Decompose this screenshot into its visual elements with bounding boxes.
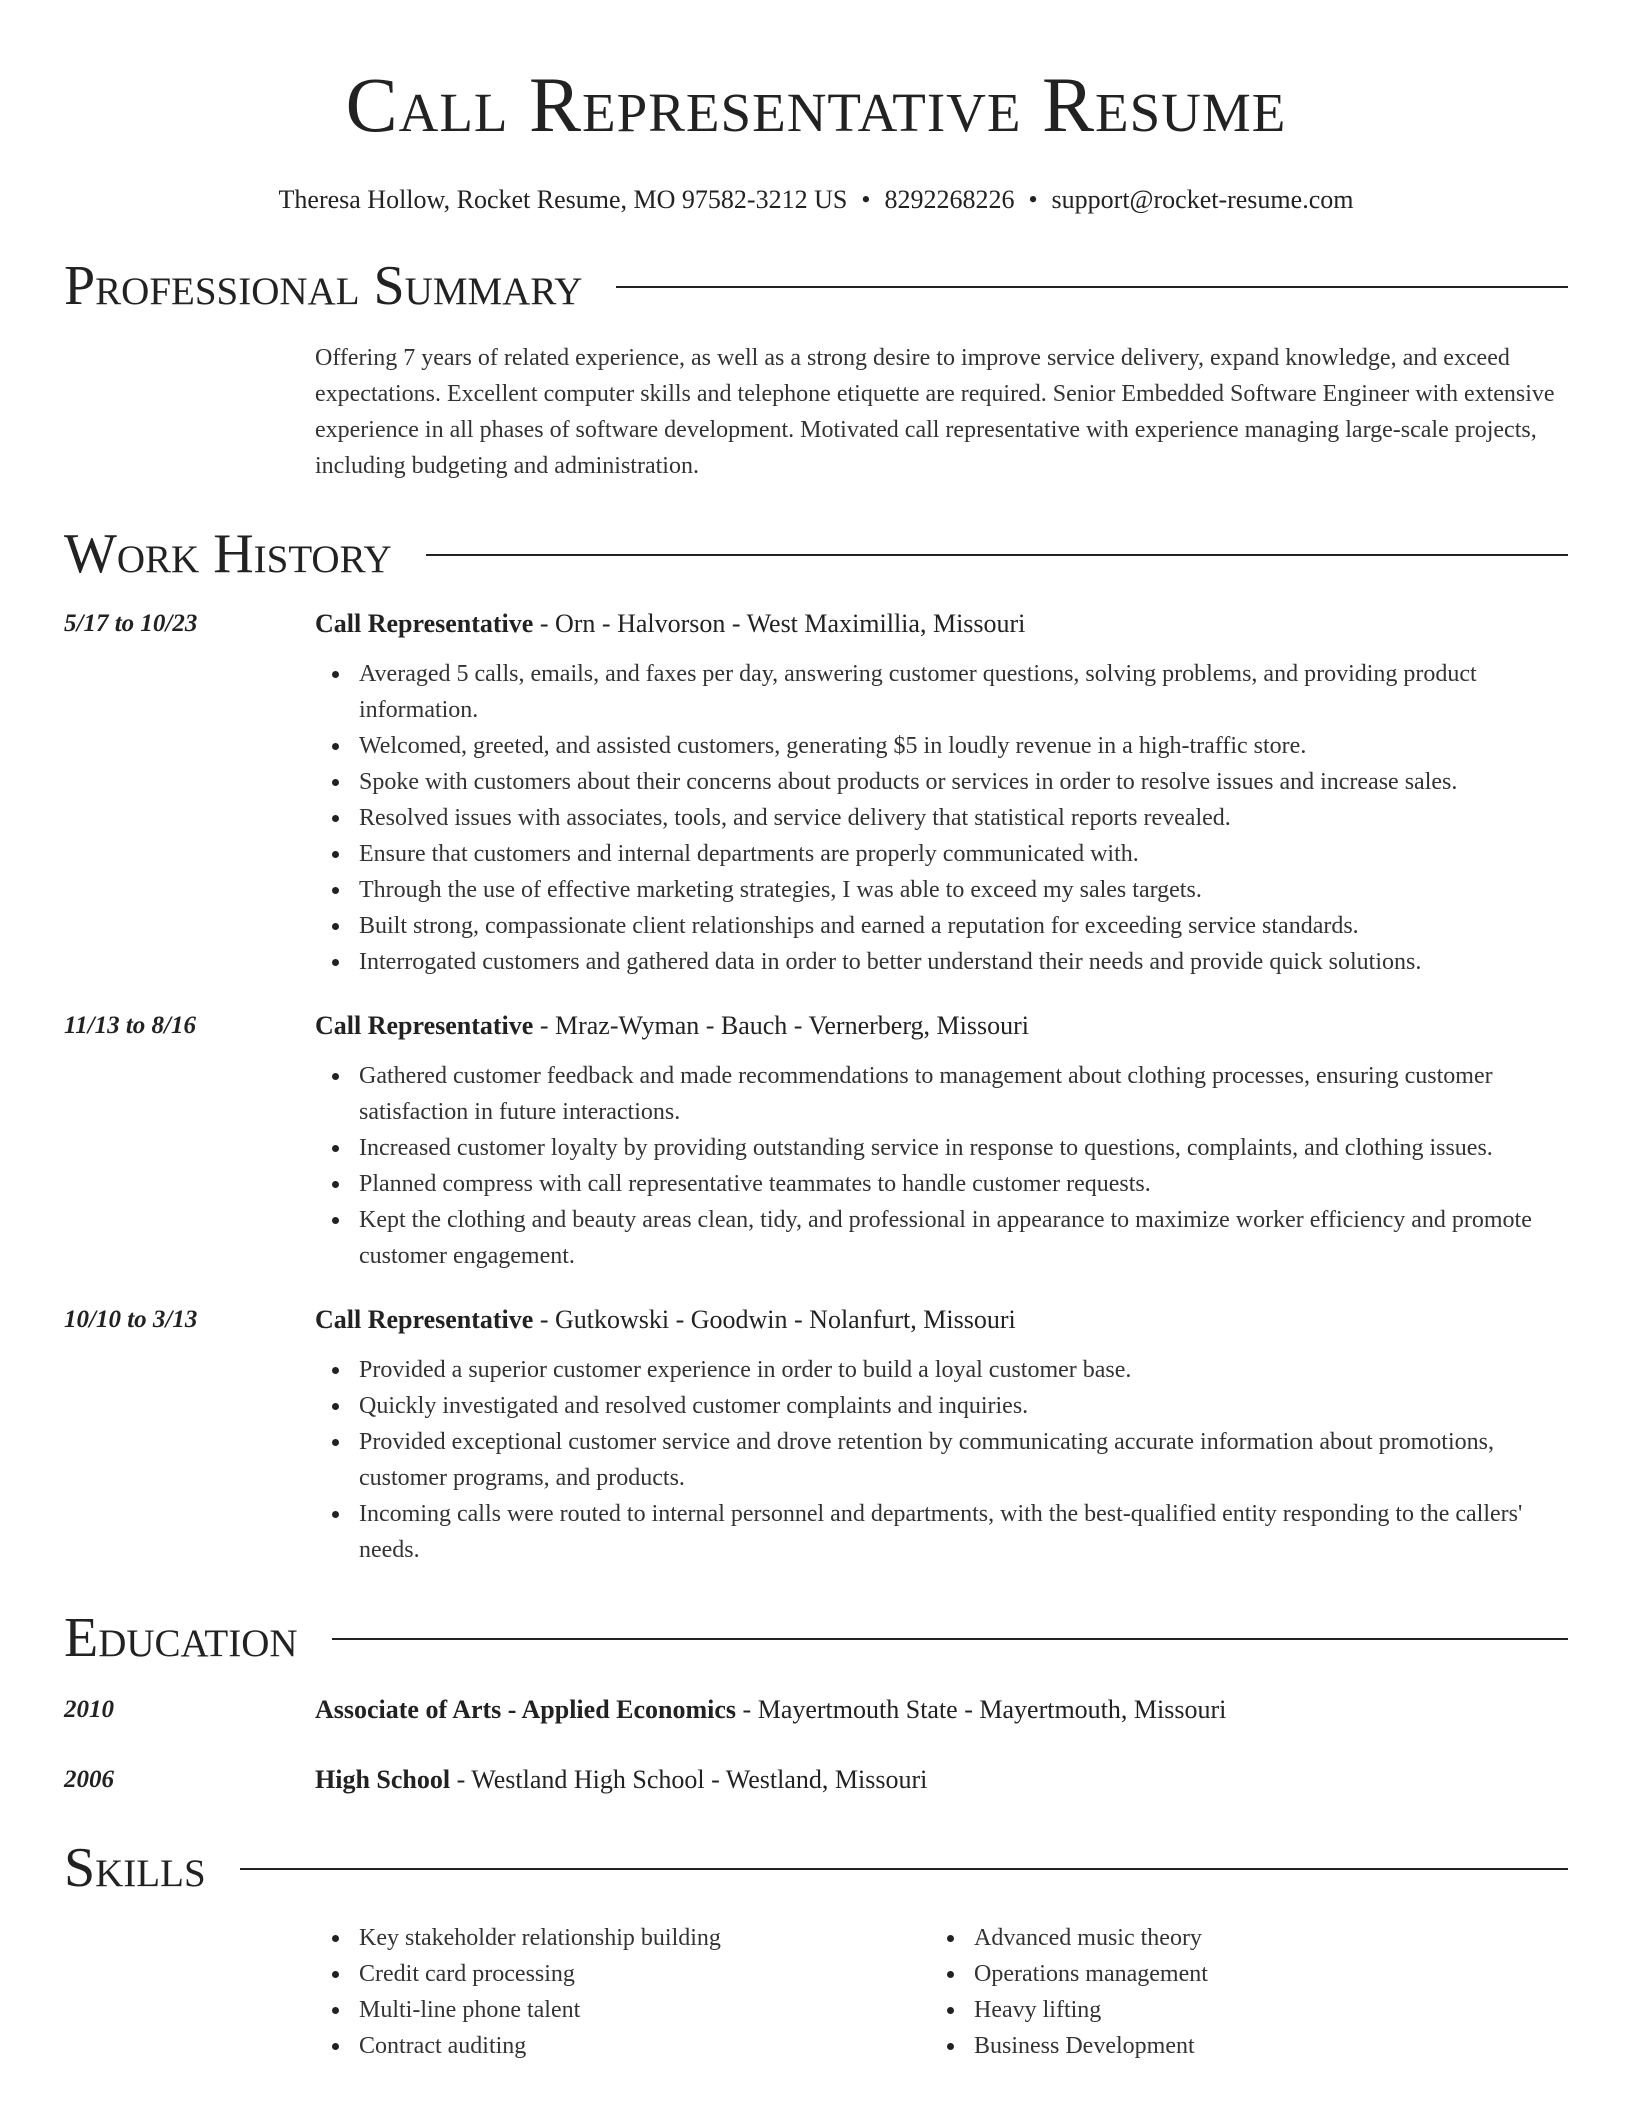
skills-section-header [64, 1836, 1568, 1900]
list-item: Quickly investigated and resolved customer complaints and inquiries. [359, 1388, 1568, 1424]
list-item: Ensure that customers and internal departments are properly communicated with. [359, 836, 1568, 872]
job-details: - Orn - Halvorson - West Maximillia, Missouri [533, 609, 1026, 638]
skill-item: Contract auditing [359, 2028, 930, 2064]
job-title: Call Representative [315, 1305, 534, 1334]
skill-item: Advanced music theory [974, 1920, 1545, 1956]
education-degree: Associate of Arts - Applied Economics [315, 1695, 737, 1724]
job-dates: 10/10 to 3/13 [64, 1306, 198, 1333]
list-item: Provided exceptional customer service and drove retention by communicating accurate information about promotions, customer programs, and products. [359, 1424, 1568, 1496]
job-title-line [315, 1302, 1568, 1338]
section-divider [240, 1868, 1568, 1870]
job-title: Call Representative [315, 609, 534, 638]
list-item: Gathered customer feedback and made recommendations to management about clothing processes, ensuring customer satisfaction in future interactions. [359, 1058, 1568, 1130]
education-details: - Mayertmouth State - Mayertmouth, Missouri [736, 1695, 1227, 1724]
education-year: 2006 [64, 1766, 114, 1793]
skill-item: Key stakeholder relationship building [359, 1920, 930, 1956]
education-details: - Westland High School - Westland, Missouri [450, 1765, 928, 1794]
contact-separator: • [861, 185, 871, 214]
resume-page [64, 60, 1568, 2064]
list-item: Incoming calls were routed to internal personnel and departments, with the best-qualified entity responding to the callers' needs. [359, 1496, 1568, 1568]
job-entry [64, 1302, 1568, 1568]
job-entry [64, 606, 1568, 980]
skills-column-left [315, 1920, 930, 2064]
section-divider [332, 1638, 1568, 1640]
section-divider [426, 554, 1568, 556]
education-section-header [64, 1606, 1568, 1670]
education-entry [64, 1692, 1568, 1728]
skill-item: Operations management [974, 1956, 1545, 1992]
summary-section-header [64, 254, 1568, 318]
list-item: Through the use of effective marketing strategies, I was able to exceed my sales targets. [359, 872, 1568, 908]
work-heading: Work History [64, 523, 392, 585]
contact-separator: • [1028, 185, 1038, 214]
resume-title: Call Representative Resume [345, 61, 1287, 148]
summary-left-spacer [64, 318, 315, 484]
skills-left-spacer [64, 1900, 315, 2064]
list-item: Increased customer loyalty by providing outstanding service in response to questions, complaints, and clothing issues. [359, 1130, 1568, 1166]
skills-column-right [930, 1920, 1545, 2064]
summary-text: Offering 7 years of related experience, as well as a strong desire to improve service delivery, expand knowledge, and exceed expectations. Excellent computer skills and telephone etiquette are required. Senior Embedded Software Engineer with extensive experience in all phases of software development. Motivated call representative with experience managing large-scale projects, including budgeting and administration. [315, 345, 1555, 479]
job-bullets [315, 656, 1568, 980]
skills-row [64, 1900, 1568, 2064]
skill-item: Multi-line phone talent [359, 1992, 930, 2028]
job-title-line [315, 606, 1568, 642]
education-line [315, 1692, 1568, 1728]
job-title-line [315, 1008, 1568, 1044]
job-dates: 11/13 to 8/16 [64, 1012, 196, 1039]
list-item: Built strong, compassionate client relationships and earned a reputation for exceeding service standards. [359, 908, 1568, 944]
job-dates: 5/17 to 10/23 [64, 610, 198, 637]
contact-phone: 8292268226 [884, 185, 1015, 214]
skills-list [315, 1920, 1568, 2064]
list-item: Kept the clothing and beauty areas clean, tidy, and professional in appearance to maximize worker efficiency and promote customer engagement. [359, 1202, 1568, 1274]
work-section-header [64, 522, 1568, 586]
skill-item: Business Development [974, 2028, 1545, 2064]
job-title: Call Representative [315, 1011, 534, 1040]
summary-heading: Professional Summary [64, 255, 583, 317]
education-line [315, 1762, 1568, 1798]
skills-heading: Skills [64, 1837, 206, 1899]
list-item: Spoke with customers about their concerns about products or services in order to resolve issues and increase sales. [359, 764, 1568, 800]
job-details: - Mraz-Wyman - Bauch - Vernerberg, Missouri [533, 1011, 1029, 1040]
list-item: Interrogated customers and gathered data in order to better understand their needs and provide quick solutions. [359, 944, 1568, 980]
summary-row [64, 318, 1568, 484]
list-item: Averaged 5 calls, emails, and faxes per day, answering customer questions, solving problems, and providing product information. [359, 656, 1568, 728]
skill-item: Credit card processing [359, 1956, 930, 1992]
skill-item: Heavy lifting [974, 1992, 1545, 2028]
job-entry [64, 1008, 1568, 1274]
list-item: Resolved issues with associates, tools, and service delivery that statistical reports revealed. [359, 800, 1568, 836]
section-divider [616, 286, 1568, 288]
list-item: Provided a superior customer experience in order to build a loyal customer base. [359, 1352, 1568, 1388]
job-details: - Gutkowski - Goodwin - Nolanfurt, Missouri [533, 1305, 1016, 1334]
education-entry [64, 1762, 1568, 1798]
education-heading: Education [64, 1607, 298, 1669]
contact-line [64, 184, 1568, 216]
list-item: Planned compress with call representative teammates to handle customer requests. [359, 1166, 1568, 1202]
job-bullets [315, 1058, 1568, 1274]
list-item: Welcomed, greeted, and assisted customers, generating $5 in loudly revenue in a high-traffic store. [359, 728, 1568, 764]
education-year: 2010 [64, 1696, 114, 1723]
contact-email: support@rocket-resume.com [1051, 185, 1354, 214]
education-degree: High School [315, 1765, 451, 1794]
contact-address: Theresa Hollow, Rocket Resume, MO 97582-3212 US [278, 185, 848, 214]
job-bullets [315, 1352, 1568, 1568]
